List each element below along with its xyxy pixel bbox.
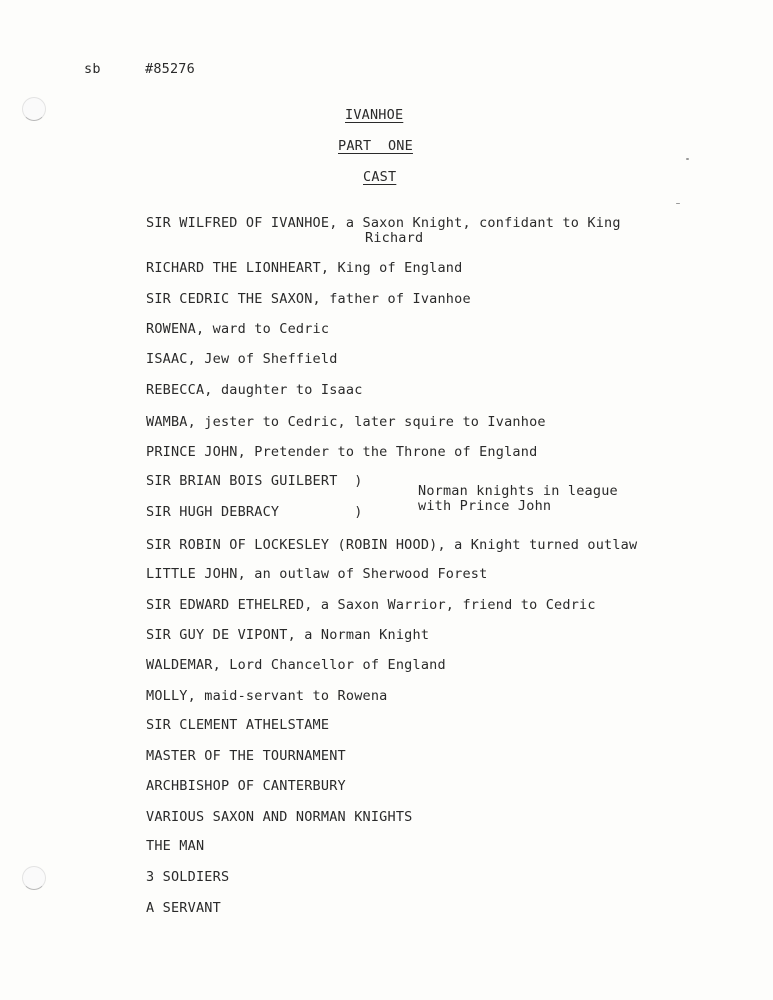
cast-entry: SIR WILFRED OF IVANHOE, a Saxon Knight, confidant to King (146, 215, 621, 231)
cast-entry: SIR GUY DE VIPONT, a Norman Knight (146, 627, 430, 643)
group-note: with Prince John (418, 498, 552, 514)
cast-entry: RICHARD THE LIONHEART, King of England (146, 260, 463, 276)
paper-speck (686, 158, 689, 160)
cast-entry: SIR ROBIN OF LOCKESLEY (ROBIN HOOD), a Knight turned outlaw (146, 537, 638, 553)
cast-entry: SIR HUGH DEBRACY ) (146, 504, 363, 520)
cast-entry: SIR CLEMENT ATHELSTAME (146, 717, 330, 733)
cast-entry: ROWENA, ward to Cedric (146, 321, 330, 337)
punch-hole-top (22, 97, 46, 121)
cast-entry: ARCHBISHOP OF CANTERBURY (146, 778, 346, 794)
header-initials: sb (84, 61, 101, 77)
cast-entry: SIR BRIAN BOIS GUILBERT ) (146, 473, 363, 489)
cast-entry: A SERVANT (146, 900, 221, 916)
part-heading: PART ONE (338, 138, 413, 154)
cast-entry: WALDEMAR, Lord Chancellor of England (146, 657, 446, 673)
cast-entry: VARIOUS SAXON AND NORMAN KNIGHTS (146, 809, 413, 825)
cast-entry: MOLLY, maid-servant to Rowena (146, 688, 388, 704)
cast-entry: SIR EDWARD ETHELRED, a Saxon Warrior, friend to Cedric (146, 597, 596, 613)
cast-entry: REBECCA, daughter to Isaac (146, 382, 363, 398)
punch-hole-bottom (22, 866, 46, 890)
cast-entry-continuation: Richard (365, 230, 424, 246)
script-number: #85276 (145, 61, 195, 77)
cast-entry: LITTLE JOHN, an outlaw of Sherwood Forest (146, 566, 488, 582)
cast-entry: 3 SOLDIERS (146, 869, 230, 885)
group-note: Norman knights in league (418, 483, 618, 499)
page-title: IVANHOE (345, 107, 404, 123)
cast-entry: SIR CEDRIC THE SAXON, father of Ivanhoe (146, 291, 471, 307)
cast-entry: MASTER OF THE TOURNAMENT (146, 748, 346, 764)
cast-entry: ISAAC, Jew of Sheffield (146, 351, 338, 367)
cast-entry: PRINCE JOHN, Pretender to the Throne of England (146, 444, 538, 460)
cast-entry: THE MAN (146, 838, 205, 854)
cast-heading: CAST (363, 169, 397, 185)
paper-speck (676, 203, 680, 204)
cast-entry: WAMBA, jester to Cedric, later squire to Ivanhoe (146, 414, 546, 430)
